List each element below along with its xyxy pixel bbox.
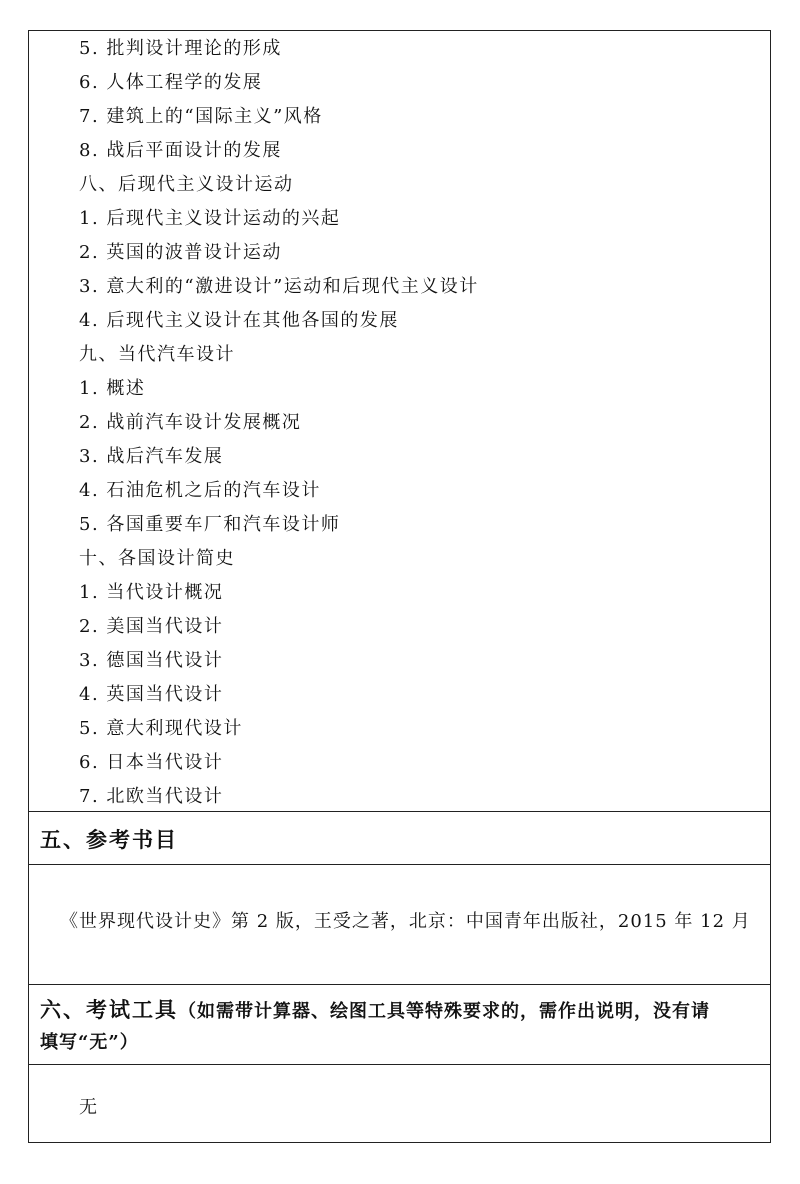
syllabus-line: 5. 批判设计理论的形成 bbox=[79, 38, 282, 59]
syllabus-line: 1. 当代设计概况 bbox=[79, 582, 224, 603]
references-title: 五、参考书目 bbox=[40, 827, 178, 852]
syllabus-line: 2. 战前汽车设计发展概况 bbox=[79, 412, 302, 433]
syllabus-line: 5. 意大利现代设计 bbox=[79, 718, 243, 739]
references-header bbox=[29, 811, 770, 865]
reference-entry: 《世界现代设计史》第 2 版，王受之著，北京：中国青年出版社，2015 年 12 月 bbox=[60, 911, 751, 932]
syllabus-chapter-heading: 八、后现代主义设计运动 bbox=[79, 174, 294, 195]
syllabus-line: 2. 英国的波普设计运动 bbox=[79, 242, 282, 263]
syllabus-table bbox=[28, 30, 771, 1143]
exam-tools-title: 六、考试工具 bbox=[40, 997, 178, 1022]
syllabus-line: 1. 概述 bbox=[79, 378, 146, 399]
syllabus-line: 7. 建筑上的“国际主义”风格 bbox=[79, 106, 323, 127]
syllabus-line: 3. 战后汽车发展 bbox=[79, 446, 224, 467]
syllabus-content-cell bbox=[29, 31, 770, 812]
syllabus-line: 7. 北欧当代设计 bbox=[79, 786, 224, 807]
syllabus-line: 3. 意大利的“激进设计”运动和后现代主义设计 bbox=[79, 276, 479, 297]
exam-tools-note: （如需带计算器、绘图工具等特殊要求的，需作出说明，没有请 bbox=[178, 1001, 710, 1022]
syllabus-line: 8. 战后平面设计的发展 bbox=[79, 140, 282, 161]
syllabus-line: 1. 后现代主义设计运动的兴起 bbox=[79, 208, 341, 229]
syllabus-chapter-heading: 九、当代汽车设计 bbox=[79, 344, 235, 365]
exam-tools-answer-cell bbox=[29, 1065, 770, 1142]
exam-tools-note-continued: 填写“无”） bbox=[40, 1032, 139, 1053]
syllabus-line: 6. 日本当代设计 bbox=[79, 752, 224, 773]
syllabus-line: 3. 德国当代设计 bbox=[79, 650, 224, 671]
syllabus-chapter-heading: 十、各国设计简史 bbox=[79, 548, 235, 569]
exam-tools-header bbox=[29, 984, 770, 1065]
exam-tools-title-line bbox=[40, 994, 710, 1024]
syllabus-line: 6. 人体工程学的发展 bbox=[79, 72, 263, 93]
references-cell bbox=[29, 865, 770, 985]
syllabus-line: 5. 各国重要车厂和汽车设计师 bbox=[79, 514, 341, 535]
syllabus-line: 4. 英国当代设计 bbox=[79, 684, 224, 705]
syllabus-line: 4. 石油危机之后的汽车设计 bbox=[79, 480, 321, 501]
syllabus-line: 4. 后现代主义设计在其他各国的发展 bbox=[79, 310, 399, 331]
syllabus-line: 2. 美国当代设计 bbox=[79, 616, 224, 637]
exam-tools-answer: 无 bbox=[79, 1097, 97, 1118]
